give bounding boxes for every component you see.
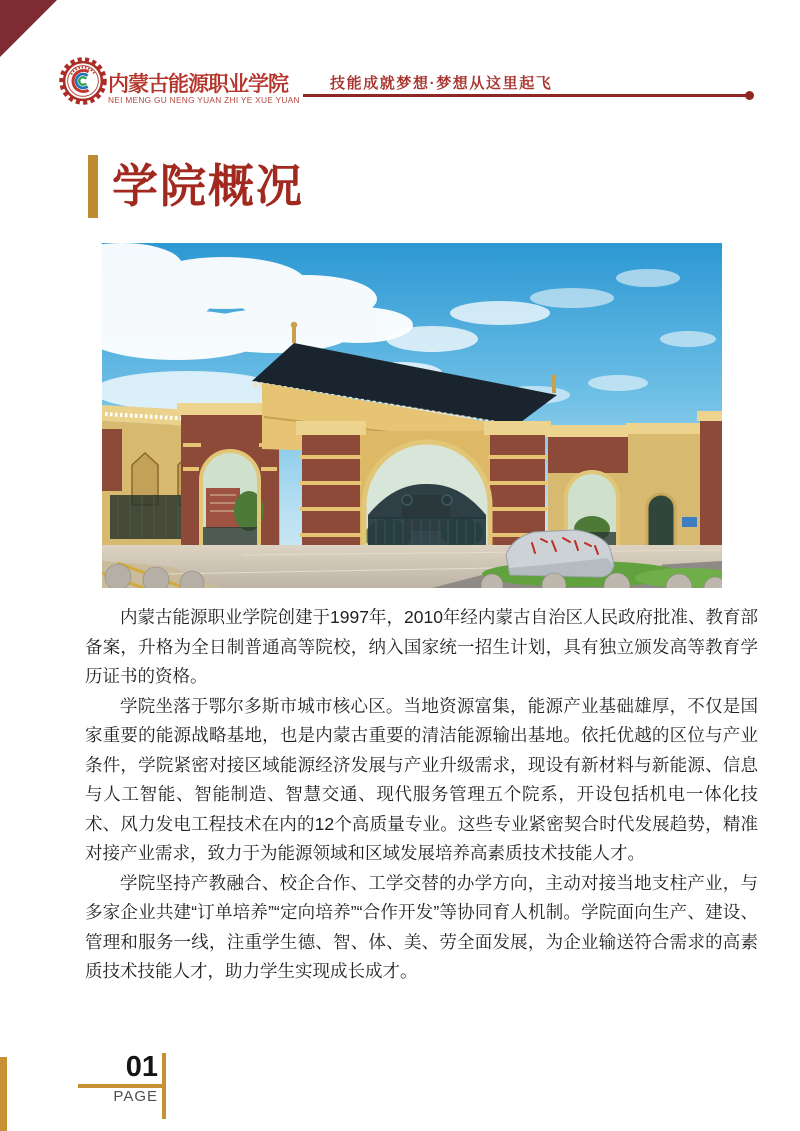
header-slogan: 技能成就梦想·梦想从这里起飞 <box>330 75 553 92</box>
page-number: 01 <box>125 1051 158 1083</box>
paragraph-3: 学院坚持产教融合、校企合作、工学交替的办学方向，主动对接当地支柱产业，与多家企业共建“订单培养”“定向培养”“合作开发”等协同育人机制。学院面向生产、建设、管理和服务一线，注重学生德、智、体、美、劳全面发展，为企业输送符合需求的高素质技术技能人才，助力学生实现成长成才。 <box>85 872 758 981</box>
photo-far-right-wall <box>626 411 722 548</box>
paragraph-1: 内蒙古能源职业学院创建于1997年，2010年经内蒙古自治区人民政府批准、教育部备案，升格为全日制普通高等院校，纳入国家统一招生计划，具有独立颁发高等教育学历证书的资格。 <box>85 607 758 686</box>
body-text <box>85 603 758 987</box>
college-name-pinyin: NEI MENG GU NENG YUAN ZHI YE XUE YUAN <box>108 95 300 105</box>
section-title-accent-bar <box>88 155 98 218</box>
page-label: PAGE <box>113 1088 158 1105</box>
footer-edge-bar <box>0 1057 7 1131</box>
photo-right-arch <box>545 425 631 548</box>
header-rule-end-dot <box>745 91 754 100</box>
header-rule-line <box>303 94 749 97</box>
campus-gate-photo <box>102 243 722 588</box>
page-number-vertical-rule <box>162 1053 166 1119</box>
college-name: 内蒙古能源职业学院 <box>108 73 288 96</box>
paragraph-2: 学院坐落于鄂尔多斯市城市核心区。当地资源富集，能源产业基础雄厚，不仅是国家重要的能源战略基地，也是内蒙古重要的清洁能源输出基地。依托优越的区位与产业条件，学院紧密对接区域能源经济发展与产业升级需求，现设有新材料与新能源、信息与人工智能、智能制造、智慧交通、现代服务管理五个院系，开设包括机电一体化技术、风力发电工程技术在内的12个高质量专业。这些专业紧密契合时代发展趋势，精准对接产业需求，致力于为能源领域和区域发展培养高素质技术技能人才。 <box>85 695 758 863</box>
corner-triangle-decoration <box>0 0 57 57</box>
section-title: 学院概况 <box>112 160 304 212</box>
college-seal-logo-icon <box>59 57 107 105</box>
